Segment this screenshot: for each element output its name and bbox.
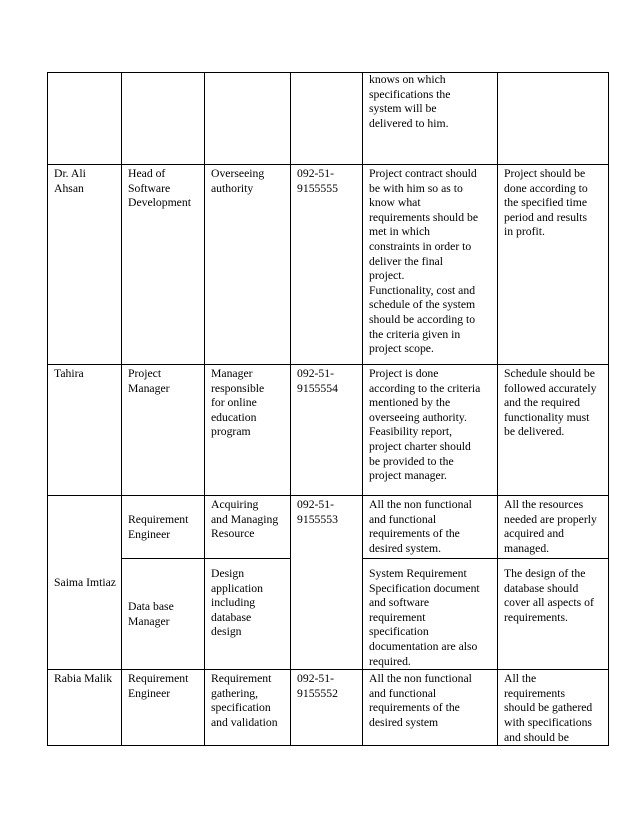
cell-text-line: be delivered. — [504, 425, 565, 439]
cell-text-line: Functionality, cost and — [369, 283, 476, 297]
cell-text-line: for online — [211, 396, 257, 410]
role-cell — [205, 73, 291, 165]
role-cell — [205, 496, 291, 559]
cell-text-line: requirements. — [504, 610, 568, 624]
cell-text-line: Project should be — [504, 167, 586, 180]
cell-text-line: 092-51- — [297, 167, 335, 180]
cell-text-line: specification — [369, 625, 429, 639]
cell-text-line: 092-51- — [297, 498, 335, 511]
cell-text-line: managed. — [504, 541, 550, 555]
cell-text-line: All the — [504, 672, 537, 686]
cell-text-line: be provided to the — [369, 454, 454, 468]
contact-cell — [291, 670, 363, 746]
expectations-cell — [498, 73, 609, 165]
table-row — [48, 73, 609, 165]
cell-text-line: delivered to him. — [369, 116, 449, 130]
requirements-cell — [363, 73, 498, 165]
cell-text-line: Tahira — [54, 367, 84, 380]
cell-text-line: Rabia Malik — [54, 672, 113, 686]
table-row — [48, 165, 609, 365]
cell-text-line: mentioned by the — [369, 396, 451, 410]
cell-text-line: knows on which — [369, 73, 446, 86]
cell-text-line: database — [211, 610, 252, 624]
cell-text-line: application — [211, 581, 263, 595]
name-cell — [48, 73, 122, 165]
cell-text-line: according to the criteria — [369, 381, 481, 395]
cell-text-line: project manager. — [369, 469, 447, 483]
cell-text-line: Data base — [128, 600, 174, 614]
role-cell — [205, 559, 291, 670]
cell-text-line: Project is done — [369, 367, 439, 380]
requirements-cell — [363, 559, 498, 670]
cell-text-line: requirements should be — [369, 210, 479, 224]
cell-text-line: Dr. Ali — [54, 167, 86, 180]
requirements-cell — [363, 165, 498, 365]
cell-text-line: requirements — [504, 686, 566, 700]
cell-text-line: deliver the final — [369, 254, 443, 268]
cell-text-line: system will be — [369, 102, 437, 116]
table-row — [48, 670, 609, 746]
role-cell — [205, 165, 291, 365]
cell-text-line: schedule of the system — [369, 298, 476, 312]
requirements-cell — [363, 670, 498, 746]
cell-text-line: Engineer — [128, 686, 171, 700]
cell-text-line: followed accurately — [504, 381, 597, 395]
cell-text-line: desired system. — [369, 541, 442, 555]
cell-text-line: project charter should — [369, 439, 471, 453]
name-cell — [48, 670, 122, 746]
requirements-cell — [363, 365, 498, 496]
cell-text-line: specifications the — [369, 87, 451, 101]
cell-text-line: All the non functional — [369, 672, 472, 686]
cell-text-line: overseeing authority. — [369, 410, 467, 424]
cell-text-line: All the non functional — [369, 498, 472, 511]
contact-cell — [291, 73, 363, 165]
table-row — [48, 365, 609, 496]
cell-text-line: design — [211, 625, 242, 639]
cell-text-line: Head of — [128, 167, 166, 180]
cell-text-line: and software — [369, 596, 430, 610]
contact-cell — [291, 559, 363, 670]
cell-text-line: functionality must — [504, 410, 590, 424]
cell-text-line: should be according to — [369, 312, 476, 326]
designation-cell — [122, 559, 205, 670]
cell-text-line: Project contract should — [369, 167, 477, 180]
cell-text-line: and functional — [369, 512, 437, 526]
cell-text-line: Overseeing — [211, 167, 265, 180]
contact-cell — [291, 365, 363, 496]
expectations-cell — [498, 559, 609, 670]
cell-text-line: Feasibility report, — [369, 425, 453, 439]
cell-text-line: gathering, — [211, 686, 259, 700]
stakeholder-table — [47, 72, 609, 746]
cell-text-line: Schedule should be — [504, 367, 595, 380]
cell-text-line: including — [211, 596, 256, 610]
table-row — [48, 559, 609, 670]
cell-text-line: responsible — [211, 381, 265, 395]
cell-text-line: cover all aspects of — [504, 596, 594, 610]
cell-text-line: The design of the — [504, 567, 586, 580]
cell-text-line: program — [211, 425, 251, 439]
cell-text-line: and should be — [504, 730, 569, 744]
cell-text-line: Specification document — [369, 581, 480, 595]
cell-text-line: period and results — [504, 210, 588, 224]
cell-text-line: requirement — [369, 610, 426, 624]
cell-text-line: Design — [211, 567, 245, 580]
cell-text-line: Software — [128, 181, 171, 195]
cell-text-line: documentation are also — [369, 639, 478, 653]
name-cell — [48, 165, 122, 365]
cell-text-line: should be gathered — [504, 701, 593, 715]
cell-text-line: in profit. — [504, 225, 545, 239]
cell-text-line: constraints in order to — [369, 239, 472, 253]
designation-cell — [122, 165, 205, 365]
designation-cell — [122, 365, 205, 496]
cell-text-line: requirements of the — [369, 701, 460, 715]
cell-text-line: the specified time — [504, 196, 588, 210]
cell-text-line: know what — [369, 196, 421, 210]
cell-text-line: authority — [211, 181, 254, 195]
designation-cell — [122, 670, 205, 746]
cell-text-line: and Managing — [211, 512, 279, 526]
name-cell — [48, 365, 122, 496]
role-cell — [205, 670, 291, 746]
expectations-cell — [498, 496, 609, 559]
requirements-cell — [363, 496, 498, 559]
cell-text-line: done according to — [504, 181, 588, 195]
designation-cell — [122, 73, 205, 165]
cell-text-line: Development — [128, 196, 191, 210]
cell-text-line: and the required — [504, 396, 580, 410]
cell-text-line: 9155553 — [297, 512, 338, 526]
cell-text-line: Requirement — [128, 513, 189, 527]
cell-text-line: 092-51- — [297, 367, 335, 380]
cell-text-line: 9155552 — [297, 686, 338, 700]
table-row — [48, 496, 609, 559]
cell-text-line: and functional — [369, 686, 437, 700]
contact-cell — [291, 165, 363, 365]
cell-text-line: required. — [369, 654, 411, 668]
cell-text-line: All the resources — [504, 498, 584, 511]
cell-text-line: Project — [128, 367, 162, 380]
cell-text-line: Engineer — [128, 528, 171, 541]
cell-text-line: Saima Imtiaz — [54, 576, 116, 590]
expectations-cell — [498, 670, 609, 746]
cell-text-line: Manager — [128, 381, 170, 395]
cell-text-line: and validation — [211, 715, 278, 729]
cell-text-line: Manager — [128, 615, 170, 629]
cell-text-line: Manager — [211, 367, 253, 380]
cell-text-line: 9155555 — [297, 181, 338, 195]
cell-text-line: Acquiring — [211, 498, 259, 511]
cell-text-line: database should — [504, 581, 579, 595]
cell-text-line: be with him so as to — [369, 181, 463, 195]
cell-text-line: with specifications — [504, 715, 592, 729]
cell-text-line: 9155554 — [297, 381, 338, 395]
cell-text-line: Resource — [211, 527, 255, 541]
cell-text-line: Requirement — [128, 672, 189, 686]
expectations-cell — [498, 365, 609, 496]
cell-text-line: project. — [369, 269, 405, 283]
contact-cell — [291, 496, 363, 559]
cell-text-line: requirements of the — [369, 527, 460, 541]
cell-text-line: System Requirement — [369, 567, 467, 580]
name-cell — [48, 496, 122, 670]
role-cell — [205, 365, 291, 496]
cell-text-line: desired system — [369, 715, 439, 729]
cell-text-line: acquired and — [504, 527, 565, 541]
cell-text-line: 092-51- — [297, 672, 335, 686]
cell-text-line: specification — [211, 701, 271, 715]
cell-text-line: Requirement — [211, 672, 272, 686]
cell-text-line: education — [211, 410, 257, 424]
cell-text-line: met in which — [369, 225, 431, 239]
cell-text-line: needed are properly — [504, 512, 597, 526]
cell-text-line: the criteria given in — [369, 327, 461, 341]
expectations-cell — [498, 165, 609, 365]
cell-text-line: project scope. — [369, 342, 434, 356]
cell-text-line: Ahsan — [54, 181, 84, 195]
designation-cell — [122, 496, 205, 559]
